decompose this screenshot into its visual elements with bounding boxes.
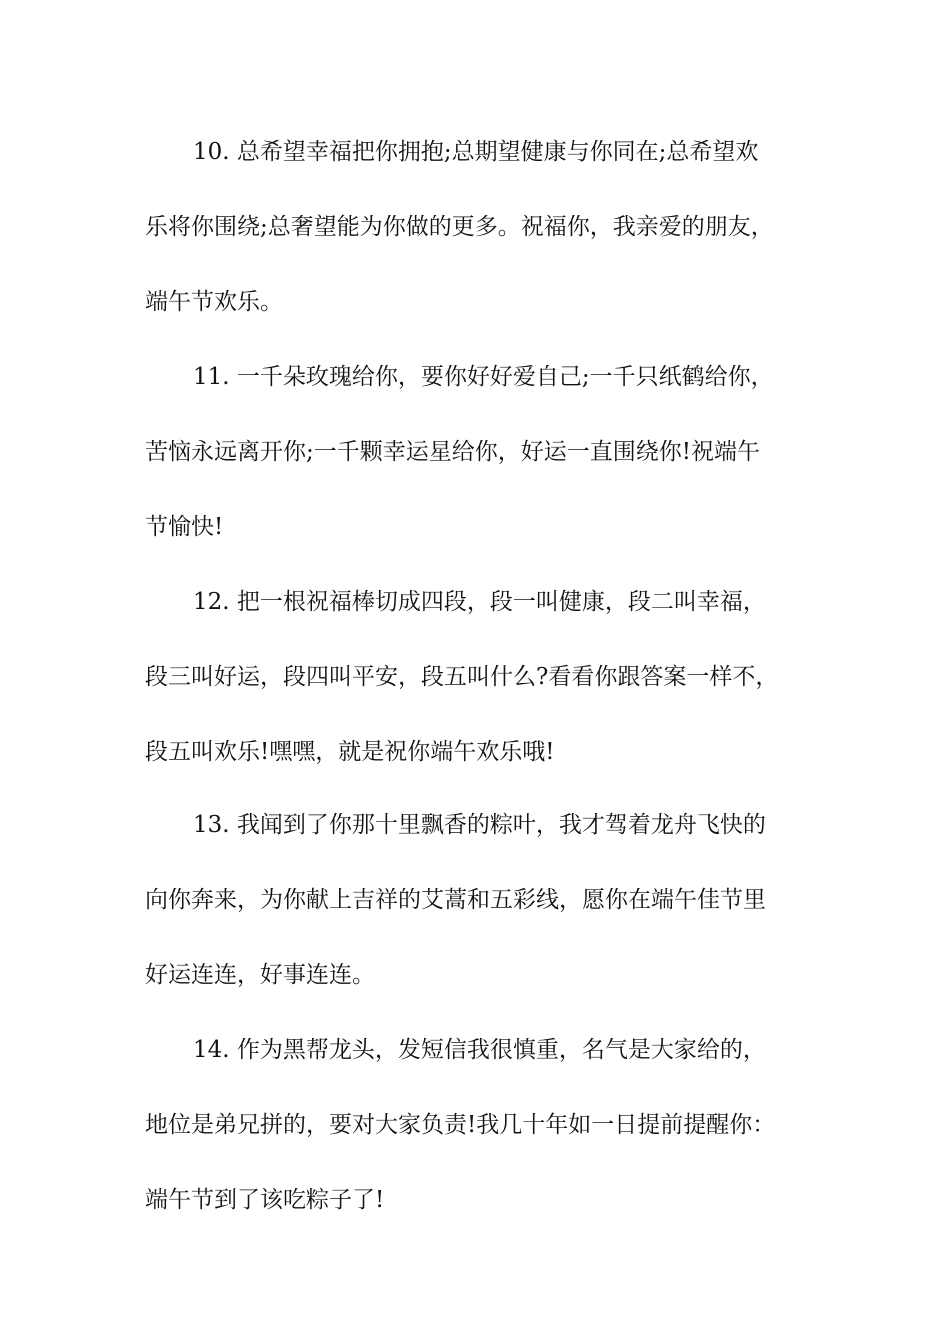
paragraph-line: 14. 作为黑帮龙头，发短信我很慎重，名气是大家给的， <box>193 1037 766 1063</box>
paragraph-line: 好运连连，好事连连。 <box>145 962 375 988</box>
paragraph-line: 端午节欢乐。 <box>145 289 283 315</box>
paragraph-line: 12. 把一根祝福棒切成四段，段一叫健康，段二叫幸福， <box>193 589 766 615</box>
paragraph-line: 段三叫好运，段四叫平安，段五叫什么?看看你跟答案一样不， <box>145 664 779 690</box>
paragraph-line: 地位是弟兄拼的，要对大家负责!我几十年如一日提前提醒你： <box>145 1112 776 1138</box>
paragraph-line: 10. 总希望幸福把你拥抱;总期望健康与你同在;总希望欢 <box>193 139 759 165</box>
paragraph-line: 乐将你围绕;总奢望能为你做的更多。祝福你，我亲爱的朋友， <box>145 214 774 240</box>
paragraph-line: 端午节到了该吃粽子了! <box>145 1187 385 1213</box>
paragraph-line: 苦恼永远离开你;一千颗幸运星给你，好运一直围绕你!祝端午 <box>145 439 760 465</box>
paragraph-line: 11. 一千朵玫瑰给你，要你好好爱自己;一千只纸鹤给你， <box>193 364 774 390</box>
paragraph-line: 13. 我闻到了你那十里飘香的粽叶，我才驾着龙舟飞快的 <box>193 812 766 838</box>
paragraph-line: 段五叫欢乐!嘿嘿，就是祝你端午欢乐哦! <box>145 739 555 765</box>
paragraph-line: 向你奔来，为你献上吉祥的艾蒿和五彩线，愿你在端午佳节里 <box>145 887 766 913</box>
paragraph-line: 节愉快! <box>145 514 224 540</box>
